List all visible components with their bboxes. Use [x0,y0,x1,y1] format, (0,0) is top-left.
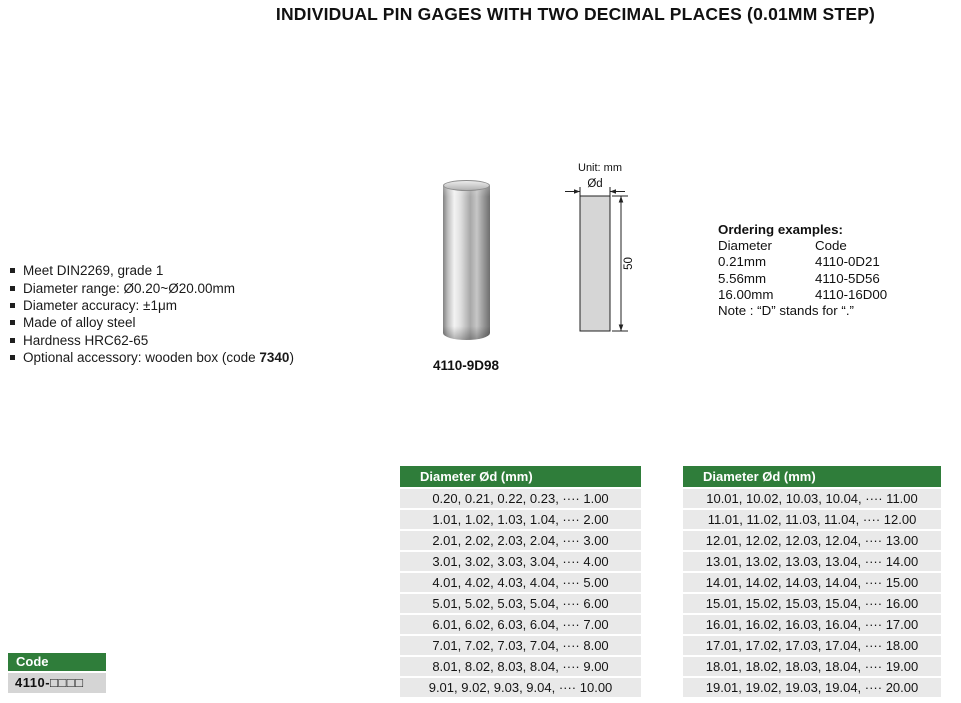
bullet-square-icon [10,338,15,343]
bullet-square-icon [10,355,15,360]
table-row: 11.01, 11.02, 11.03, 11.04, ···· 12.00 [683,510,941,529]
pin-model-label: 4110-9D98 [432,358,500,373]
ordering-note: Note : “D” stands for “.” [718,303,854,319]
feature-text: Meet DIN2269, grade 1 [23,263,164,279]
ordering-columns [718,237,958,253]
code-box [8,653,106,693]
table-row: 12.01, 12.02, 12.03, 12.04, ···· 13.00 [683,531,941,550]
feature-text: Hardness HRC62-65 [23,332,149,348]
table-row: 10.01, 10.02, 10.03, 10.04, ···· 11.00 [683,489,941,508]
ordering-heading: Ordering examples: [718,221,843,237]
ordering-diameter-value: 0.21mm [718,254,767,270]
ordering-col-diameter: Diameter [718,237,772,253]
table-row: 2.01, 2.02, 2.03, 2.04, ···· 3.00 [400,531,641,550]
feature-text: Diameter accuracy: ±1μm [23,297,177,313]
table-header: Diameter Ød (mm) [683,466,941,487]
feature-item [8,314,235,331]
ordering-code-value: 4110-16D00 [815,286,888,302]
table-row: 0.20, 0.21, 0.22, 0.23, ···· 1.00 [400,489,641,508]
arrowhead-icon [610,189,616,194]
ordering-code-value: 4110-0D21 [815,254,880,270]
table-row: 4.01, 4.02, 4.03, 4.04, ···· 5.00 [400,573,641,592]
feature-item [8,332,235,349]
bullet-square-icon [10,320,15,325]
feature-optional-code: 7340 [259,350,290,366]
table-row: 17.01, 17.02, 17.03, 17.04, ···· 18.00 [683,636,941,655]
unit-label: Unit: mm [578,162,622,174]
ordering-row [718,254,958,270]
technical-drawing [555,158,675,348]
length-dim-label: 50 [623,257,635,270]
table-row: 16.01, 16.02, 16.03, 16.04, ···· 17.00 [683,615,941,634]
ordering-diameter-value: 5.56mm [718,270,767,286]
pin-gage-image [443,180,490,340]
ordering-examples [718,221,958,319]
pin-outline-rect [580,196,610,331]
page-title: INDIVIDUAL PIN GAGES WITH TWO DECIMAL PLACES (0.01MM STEP) [275,4,876,24]
bullet-square-icon [10,268,15,273]
table-row: 19.01, 19.02, 19.03, 19.04, ···· 20.00 [683,678,941,697]
bullet-square-icon [10,286,15,291]
pin-body [443,186,490,340]
ordering-code-value: 4110-5D56 [815,270,880,286]
feature-optional-prefix: Optional accessory: wooden box (code [23,350,260,366]
feature-text: Made of alloy steel [23,315,136,331]
table-body [400,489,641,697]
diameter-table-left [400,466,641,697]
feature-text [23,350,294,365]
features-list [8,262,235,349]
diameter-table-right [683,466,941,697]
table-row: 14.01, 14.02, 14.03, 14.04, ···· 15.00 [683,573,941,592]
feature-optional [8,349,294,366]
table-row: 6.01, 6.02, 6.03, 6.04, ···· 7.00 [400,615,641,634]
table-row: 13.01, 13.02, 13.03, 13.04, ···· 14.00 [683,552,941,571]
ordering-rows [718,254,958,303]
feature-text: Diameter range: Ø0.20~Ø20.00mm [23,280,235,296]
table-row: 18.01, 18.02, 18.03, 18.04, ···· 19.00 [683,657,941,676]
table-row: 7.01, 7.02, 7.03, 7.04, ···· 8.00 [400,636,641,655]
table-row: 15.01, 15.02, 15.03, 15.04, ···· 16.00 [683,594,941,613]
table-row: 5.01, 5.02, 5.03, 5.04, ···· 6.00 [400,594,641,613]
feature-item [8,279,235,296]
ordering-diameter-value: 16.00mm [718,286,774,302]
table-row: 8.01, 8.02, 8.03, 8.04, ···· 9.00 [400,657,641,676]
bullet-square-icon [10,303,15,308]
arrowhead-icon [574,189,580,194]
diameter-dim-label: Ød [587,178,603,190]
table-row: 1.01, 1.02, 1.03, 1.04, ···· 2.00 [400,510,641,529]
ordering-row [718,270,958,286]
feature-item [8,262,235,279]
table-row: 3.01, 3.02, 3.03, 3.04, ···· 4.00 [400,552,641,571]
feature-item [8,349,294,366]
table-row: 9.01, 9.02, 9.03, 9.04, ···· 10.00 [400,678,641,697]
feature-optional-suffix: ) [289,350,294,366]
code-box-value: 4110-□□□□ [8,673,106,693]
arrowhead-icon [619,196,624,203]
pin-top-face [443,180,490,191]
ordering-row [718,286,958,302]
feature-item [8,297,235,314]
code-box-header: Code [8,653,106,671]
arrowhead-icon [619,325,624,332]
table-header: Diameter Ød (mm) [400,466,641,487]
table-body [683,489,941,697]
ordering-col-code: Code [815,237,847,253]
